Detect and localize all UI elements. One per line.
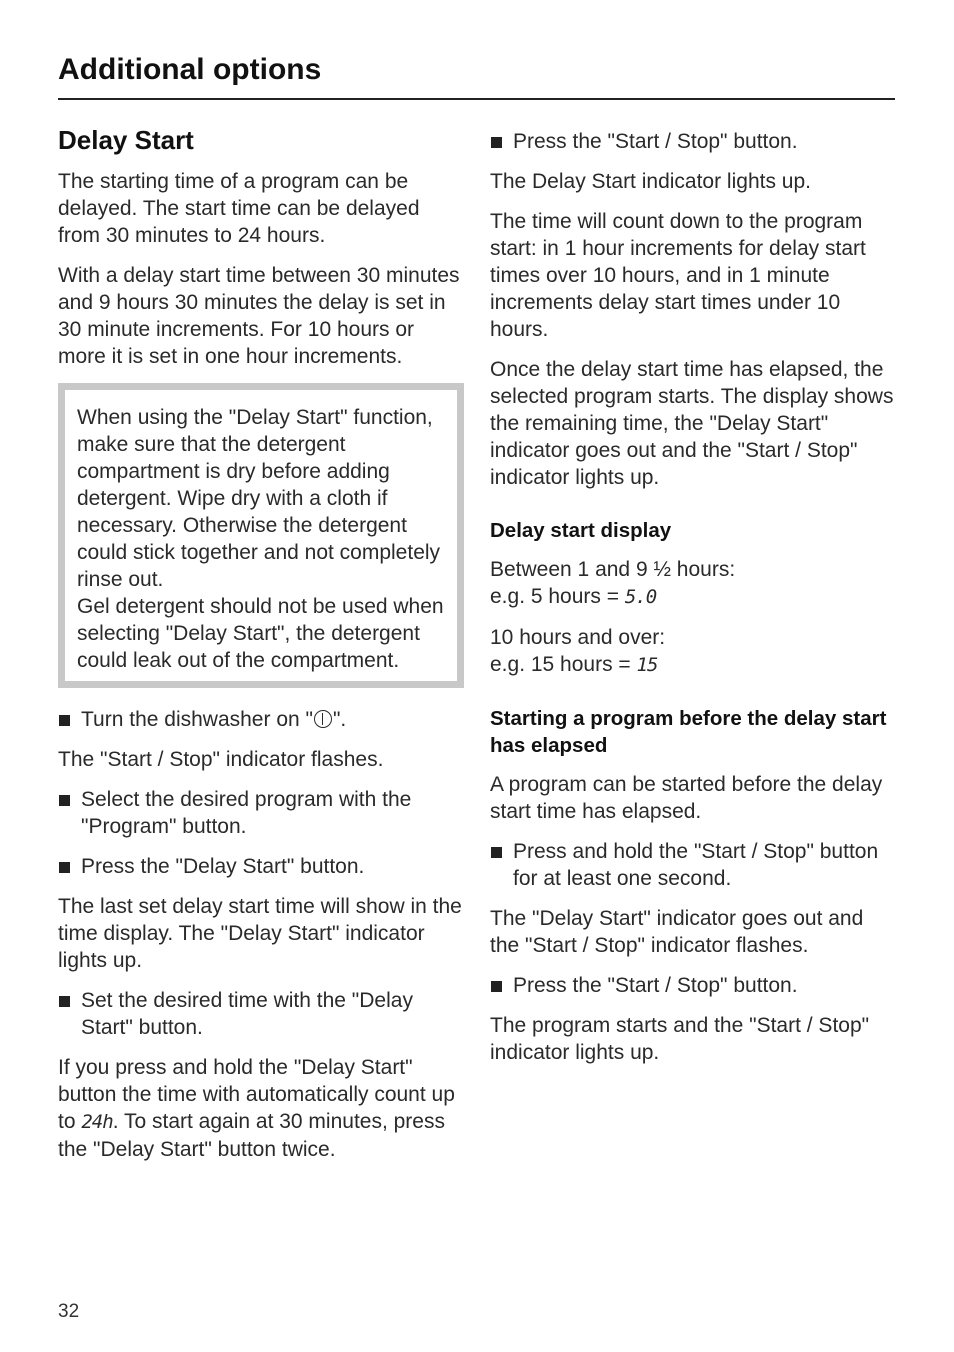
example-text: Between 1 and 9 ½ hours: — [490, 558, 736, 581]
bullet-square-icon — [59, 795, 70, 806]
bullet-square-icon — [491, 137, 502, 148]
step-text-end: ". — [332, 708, 347, 731]
right-column — [490, 128, 895, 1079]
example-text: e.g. 5 hours = — [490, 585, 625, 608]
increment-paragraph: With a delay start time between 30 minutes and 9 hours 30 minutes the delay is set in 30 minute increments. For 10 hours or more it is set in one hour increments. — [58, 264, 460, 368]
step-text: Press the "Delay Start" button. — [81, 855, 365, 878]
step-set-time — [58, 987, 464, 1041]
hold-paragraph — [58, 1054, 464, 1163]
bullet-square-icon — [59, 996, 70, 1007]
bullet-square-icon — [59, 715, 70, 726]
example-over-10-hours — [490, 624, 895, 679]
page-title: Additional options — [58, 53, 322, 86]
subheading-delay-start-display: Delay start display — [490, 519, 672, 542]
step-text: Press and hold the "Start / Stop" button for at least one second. — [513, 840, 879, 890]
step-press-start-stop — [490, 128, 895, 155]
early-start-paragraph: A program can be started before the delay start time has elapsed. — [490, 773, 883, 823]
step-turn-on — [58, 706, 464, 733]
bullet-square-icon — [491, 981, 502, 992]
example-text: 10 hours and over: — [490, 626, 666, 649]
note-box — [58, 383, 464, 688]
step-press-delay-start — [58, 853, 464, 880]
step-text: Press the "Start / Stop" button. — [513, 130, 798, 153]
note-text-detergent-dry: When using the "Delay Start" function, make sure that the detergent compartment is dry before adding detergent. Wipe dry with a cloth if necessary. Otherwise the detergent could stick together and not completely rinse out. — [77, 406, 441, 591]
indicator-out-paragraph: The "Delay Start" indicator goes out and the "Start / Stop" indicator flashes. — [490, 907, 864, 957]
step-text: Turn the dishwasher on " — [81, 708, 313, 731]
subheading-start-before-elapsed: Starting a program before the delay start has elapsed — [490, 707, 887, 757]
display-paragraph: The last set delay start time will show in the time display. The "Delay Start" indicator lights up. — [58, 895, 462, 972]
example-under-10-hours — [490, 556, 895, 611]
section-heading-delay-start: Delay Start — [58, 125, 194, 155]
step-hold-start-stop — [490, 838, 895, 892]
hold-text: If you press and hold the "Delay Start" button the time with automatically count up to — [58, 1056, 455, 1133]
indicator-paragraph: The Delay Start indicator lights up. — [490, 170, 811, 193]
step-select-program — [58, 786, 464, 840]
note-text-gel-detergent: Gel detergent should not be used when selecting "Delay Start", the detergent could leak out of the compartment. — [77, 595, 444, 672]
step-press-start-stop-again — [490, 972, 895, 999]
power-icon — [314, 710, 332, 728]
left-column — [58, 122, 464, 1176]
example-text: e.g. 15 hours = — [490, 653, 637, 676]
bullet-square-icon — [59, 862, 70, 873]
step-text: Select the desired program with the "Program" button. — [81, 788, 412, 838]
step-text: Set the desired time with the "Delay Start" button. — [81, 989, 413, 1039]
program-starts-paragraph: The program starts and the "Start / Stop" indicator lights up. — [490, 1014, 870, 1064]
lcd-5-0: 5.0 — [624, 586, 657, 608]
bullet-square-icon — [491, 847, 502, 858]
step-text: Press the "Start / Stop" button. — [513, 974, 798, 997]
lcd-15: 15 — [636, 654, 658, 676]
intro-paragraph: The starting time of a program can be delayed. The start time can be delayed from 30 minutes to 24 hours. — [58, 170, 420, 247]
hold-text-end: . To start again at 30 minutes, press the "Delay Start" button twice. — [58, 1110, 445, 1161]
status-paragraph: The "Start / Stop" indicator flashes. — [58, 748, 384, 771]
elapsed-paragraph: Once the delay start time has elapsed, the selected program starts. The display shows the remaining time, the "Delay Start" indicator goes out and the "Start / Stop" indicator lights up. — [490, 358, 894, 489]
page-number: 32 — [58, 1301, 80, 1322]
page-header — [58, 50, 895, 100]
countdown-paragraph: The time will count down to the program start: in 1 hour increments for delay start times over 10 hours, and in 1 minute increments delay start times under 10 hours. — [490, 210, 866, 341]
lcd-24h: 24h — [81, 1111, 113, 1133]
